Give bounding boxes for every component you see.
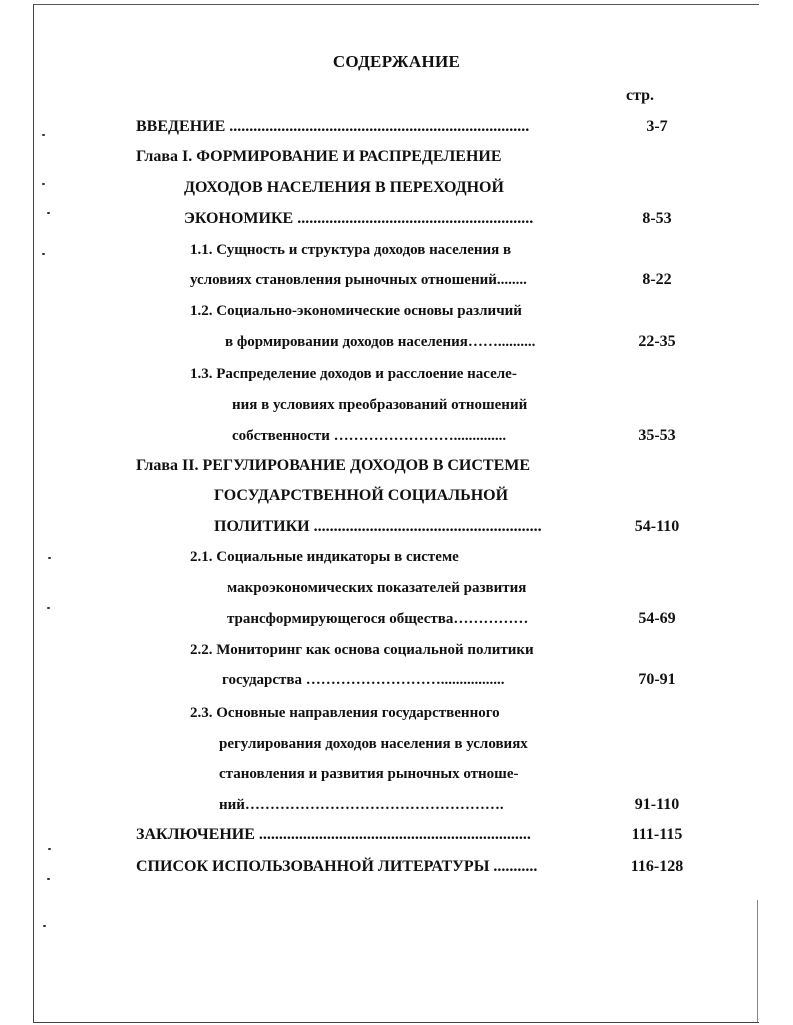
toc-page-chapter2: 54-110: [634, 518, 680, 535]
toc-entry-section-2-2-line1: 2.2. Мониторинг как основа социальной политики: [190, 642, 534, 658]
scan-border-bottom: [33, 1022, 759, 1023]
toc-entry-section-2-2-line2: государства ……………………….................: [222, 672, 505, 688]
toc-entry-chapter1-line3: ЭКОНОМИКЕ ...........................................................: [184, 210, 534, 227]
toc-page-section-2-3: 91-110: [634, 796, 680, 813]
toc-entry-section-2-3-line2: регулирования доходов населения в условиях: [219, 736, 528, 752]
toc-entry-introduction: ВВЕДЕНИЕ ...........................................................................: [136, 118, 530, 135]
toc-entry-section-1-3-line2: ния в условиях преобразований отношений: [232, 397, 528, 413]
toc-entry-section-2-3-line1: 2.3. Основные направления государственного: [190, 705, 500, 721]
toc-page-conclusion: 111-115: [631, 826, 683, 843]
page-column-header: стр.: [626, 87, 655, 104]
toc-page-section-1-3: 35-53: [638, 427, 676, 444]
scan-speck: [47, 607, 50, 609]
scan-speck: [42, 183, 45, 185]
toc-page-section-1-2: 22-35: [638, 333, 676, 350]
toc-entry-bibliography: СПИСОК ИСПОЛЬЗОВАННОЙ ЛИТЕРАТУРЫ ...........: [136, 858, 538, 875]
toc-page-chapter1: 8-53: [642, 210, 672, 227]
toc-entry-section-1-2-line1: 1.2. Социально-экономические основы различий: [190, 303, 522, 319]
toc-page-section-2-2: 70-91: [638, 671, 676, 688]
toc-entry-section-2-3-line3: становления и развития рыночных отноше-: [219, 766, 519, 782]
toc-entry-section-2-1-line1: 2.1. Социальные индикаторы в системе: [190, 549, 459, 565]
toc-entry-chapter1-line2: ДОХОДОВ НАСЕЛЕНИЯ В ПЕРЕХОДНОЙ: [184, 179, 504, 196]
scan-speck: [43, 925, 46, 927]
toc-entry-section-1-1-line1: 1.1. Сущность и структура доходов населения в: [190, 242, 512, 258]
toc-entry-section-2-1-line2: макроэкономических показателей развития: [227, 580, 527, 596]
toc-entry-chapter2-line2: ГОСУДАРСТВЕННОЙ СОЦИАЛЬНОЙ: [214, 487, 509, 504]
scan-border-left: [33, 4, 34, 1022]
toc-entry-section-1-2-line2: в формировании доходов населения……..........: [225, 334, 536, 350]
toc-entry-section-1-3-line3: собственности ……………………..............: [232, 428, 507, 444]
scan-speck: [47, 212, 50, 214]
scan-speck: [42, 253, 45, 255]
scan-border-right: [757, 900, 758, 1022]
toc-entry-section-1-1-line2: условиях становления рыночных отношений........: [190, 272, 527, 288]
toc-entry-chapter2-line3: ПОЛИТИКИ .........................................................: [214, 518, 542, 535]
toc-page-introduction: 3-7: [646, 118, 668, 135]
toc-page-bibliography: 116-128: [630, 858, 684, 875]
toc-entry-chapter1-line1: Глава I. ФОРМИРОВАНИЕ И РАСПРЕДЕЛЕНИЕ: [136, 148, 502, 165]
scan-speck: [42, 134, 45, 136]
scan-speck: [48, 848, 51, 850]
toc-entry-section-1-3-line1: 1.3. Распределение доходов и расслоение населе-: [190, 366, 517, 382]
toc-entry-section-2-3-line4: ний…………………………………………….: [219, 797, 504, 813]
toc-entry-conclusion: ЗАКЛЮЧЕНИЕ ....................................................................: [136, 826, 531, 843]
scan-speck: [48, 557, 51, 559]
scan-speck: [47, 878, 50, 880]
page-title: СОДЕРЖАНИЕ: [332, 52, 461, 71]
toc-page-section-2-1: 54-69: [638, 610, 676, 627]
toc-page-section-1-1: 8-22: [642, 271, 672, 288]
toc-entry-chapter2-line1: Глава II. РЕГУЛИРОВАНИЕ ДОХОДОВ В СИСТЕМЕ: [136, 457, 531, 474]
scan-border-top: [33, 4, 759, 5]
toc-entry-section-2-1-line3: трансформирующегося общества……………: [227, 611, 529, 627]
